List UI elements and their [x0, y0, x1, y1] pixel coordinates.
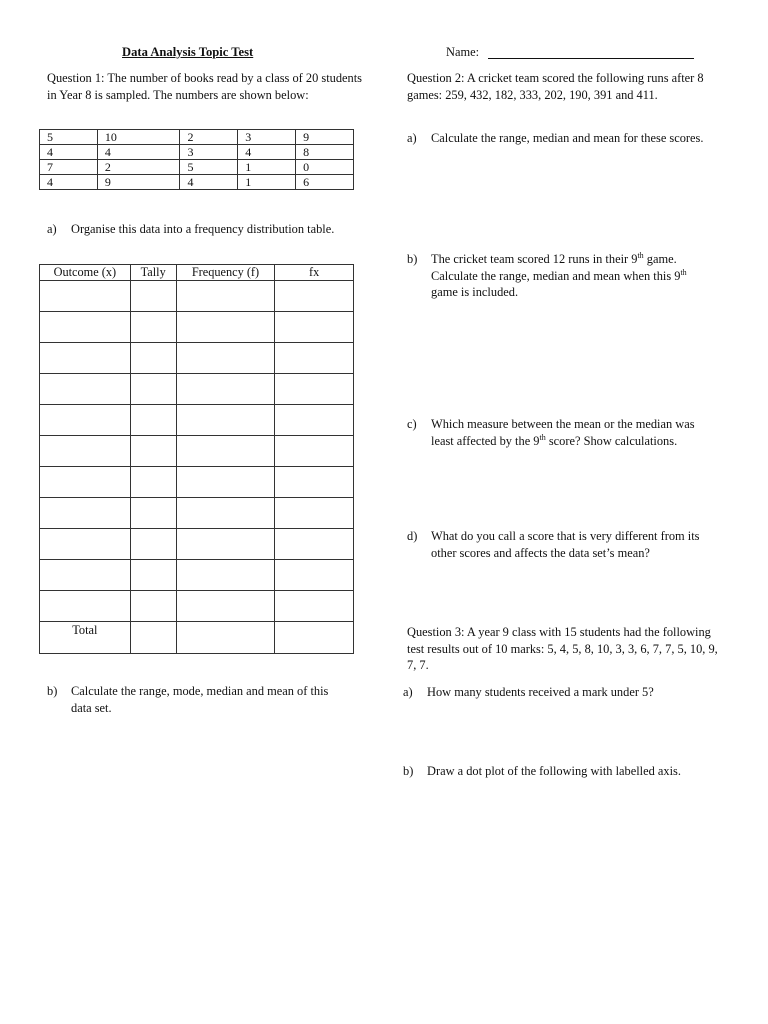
table-cell: 3: [238, 130, 296, 145]
total-row: [40, 622, 354, 654]
question-2c-text: Which measure between the mean or the median was least affected by the 9th score? Show calculations.: [431, 417, 695, 448]
table-cell: 6: [296, 175, 354, 190]
blank-answer-cell[interactable]: [275, 467, 354, 498]
table-row: [40, 560, 354, 591]
question-1b-label: b): [47, 684, 58, 698]
blank-answer-cell[interactable]: [176, 529, 275, 560]
table-cell: 9: [97, 175, 180, 190]
blank-answer-cell[interactable]: [275, 529, 354, 560]
blank-answer-cell[interactable]: [275, 560, 354, 591]
frequency-table: [39, 264, 354, 654]
header-fx: fx: [275, 265, 354, 281]
blank-answer-cell[interactable]: [275, 622, 354, 654]
question-2c: [407, 416, 712, 449]
question-3a: [403, 684, 721, 701]
table-cell: 4: [97, 145, 180, 160]
table-cell: 1: [238, 160, 296, 175]
question-1a-text: Organise this data into a frequency distribution table.: [71, 222, 335, 236]
table-cell: 5: [40, 130, 98, 145]
table-cell: 4: [180, 175, 238, 190]
page-title: Data Analysis Topic Test: [122, 45, 254, 59]
question-2d-text: What do you call a score that is very different from its other scores and affects the data set’s mean?: [431, 529, 700, 560]
blank-answer-cell[interactable]: [130, 467, 176, 498]
blank-answer-cell[interactable]: [40, 343, 131, 374]
blank-answer-cell[interactable]: [40, 281, 131, 312]
blank-answer-cell[interactable]: [130, 312, 176, 343]
blank-answer-cell[interactable]: [130, 281, 176, 312]
name-label: Name:: [446, 45, 480, 59]
table-row: [40, 405, 354, 436]
blank-answer-cell[interactable]: [176, 560, 275, 591]
table-row: [40, 467, 354, 498]
table-cell: 0: [296, 160, 354, 175]
blank-answer-cell[interactable]: [176, 467, 275, 498]
blank-answer-cell[interactable]: [176, 343, 275, 374]
blank-answer-cell[interactable]: [40, 591, 131, 622]
question-3-intro: Question 3: A year 9 class with 15 students had the following test results out of 10 marks: 5, 4, 5, 8, 10, 3, 3, 6, 7, 7, 5, 10, 9, 7, 7.: [407, 625, 718, 672]
table-cell: 4: [238, 145, 296, 160]
blank-answer-cell[interactable]: [176, 281, 275, 312]
question-3a-text: How many students received a mark under 5?: [427, 685, 654, 699]
table-cell: 2: [97, 160, 180, 175]
table-row: [40, 312, 354, 343]
table-cell: 1: [238, 175, 296, 190]
blank-answer-cell[interactable]: [130, 529, 176, 560]
table-row: [40, 374, 354, 405]
blank-answer-cell[interactable]: [176, 312, 275, 343]
question-3b-text: Draw a dot plot of the following with labelled axis.: [427, 764, 681, 778]
blank-answer-cell[interactable]: [40, 312, 131, 343]
books-data-table: [39, 129, 354, 190]
blank-answer-cell[interactable]: [275, 405, 354, 436]
table-row: [40, 175, 354, 190]
blank-answer-cell[interactable]: [40, 405, 131, 436]
blank-answer-cell[interactable]: [130, 405, 176, 436]
blank-answer-cell[interactable]: [130, 343, 176, 374]
blank-answer-cell[interactable]: [176, 498, 275, 529]
blank-answer-cell[interactable]: [275, 498, 354, 529]
table-cell: 4: [40, 175, 98, 190]
total-label: Total: [40, 622, 131, 654]
blank-answer-cell[interactable]: [40, 560, 131, 591]
table-cell: 3: [180, 145, 238, 160]
table-row: [40, 160, 354, 175]
blank-answer-cell[interactable]: [275, 312, 354, 343]
blank-answer-cell[interactable]: [275, 374, 354, 405]
table-cell: 10: [97, 130, 180, 145]
table-row: [40, 281, 354, 312]
blank-answer-cell[interactable]: [40, 467, 131, 498]
table-row: [40, 529, 354, 560]
blank-answer-cell[interactable]: [40, 374, 131, 405]
question-2a-text: Calculate the range, median and mean for these scores.: [431, 131, 704, 145]
table-cell: 7: [40, 160, 98, 175]
header-tally: Tally: [130, 265, 176, 281]
question-1a: [47, 221, 347, 238]
question-3a-label: a): [403, 685, 413, 699]
question-2d-label: d): [407, 529, 418, 543]
table-row: [40, 498, 354, 529]
question-1b: [47, 683, 347, 716]
blank-answer-cell[interactable]: [130, 622, 176, 654]
question-1a-label: a): [47, 222, 57, 236]
blank-answer-cell[interactable]: [275, 436, 354, 467]
blank-answer-cell[interactable]: [130, 374, 176, 405]
blank-answer-cell[interactable]: [176, 405, 275, 436]
header-outcome: Outcome (x): [40, 265, 131, 281]
table-cell: 4: [40, 145, 98, 160]
blank-answer-cell[interactable]: [40, 498, 131, 529]
question-2b: [407, 251, 715, 301]
table-row: [40, 436, 354, 467]
question-1b-text: Calculate the range, mode, median and mean of this data set.: [71, 684, 329, 715]
blank-answer-cell[interactable]: [40, 436, 131, 467]
question-2b-label: b): [407, 252, 418, 266]
header-frequency: Frequency (f): [176, 265, 275, 281]
question-2a: [407, 130, 707, 147]
blank-answer-cell[interactable]: [40, 529, 131, 560]
question-3b: [403, 763, 733, 780]
table-row: [40, 343, 354, 374]
blank-answer-cell[interactable]: [130, 436, 176, 467]
table-row: [40, 130, 354, 145]
table-cell: 9: [296, 130, 354, 145]
blank-answer-cell[interactable]: [275, 343, 354, 374]
question-2-intro: Question 2: A cricket team scored the following runs after 8 games: 259, 432, 182, 333, 202, 190, 391 and 411.: [407, 71, 704, 102]
question-2a-label: a): [407, 131, 417, 145]
table-row: [40, 591, 354, 622]
question-2b-text: The cricket team scored 12 runs in their 9th game. Calculate the range, median and mean when this 9th game is included.: [431, 250, 687, 299]
question-2c-label: c): [407, 417, 417, 431]
blank-answer-cell[interactable]: [176, 591, 275, 622]
table-cell: 2: [180, 130, 238, 145]
question-3b-label: b): [403, 764, 414, 778]
blank-answer-cell[interactable]: [130, 560, 176, 591]
blank-answer-cell[interactable]: [275, 591, 354, 622]
name-blank-line[interactable]: [488, 57, 694, 59]
table-row: [40, 145, 354, 160]
blank-answer-cell[interactable]: [275, 281, 354, 312]
table-cell: 8: [296, 145, 354, 160]
question-2d: [407, 528, 725, 561]
blank-answer-cell[interactable]: [176, 622, 275, 654]
blank-answer-cell[interactable]: [176, 374, 275, 405]
blank-answer-cell[interactable]: [176, 436, 275, 467]
table-cell: 5: [180, 160, 238, 175]
blank-answer-cell[interactable]: [130, 591, 176, 622]
question-1-intro: Question 1: The number of books read by a class of 20 students in Year 8 is sampled. The numbers are shown below:: [47, 71, 362, 102]
blank-answer-cell[interactable]: [130, 498, 176, 529]
